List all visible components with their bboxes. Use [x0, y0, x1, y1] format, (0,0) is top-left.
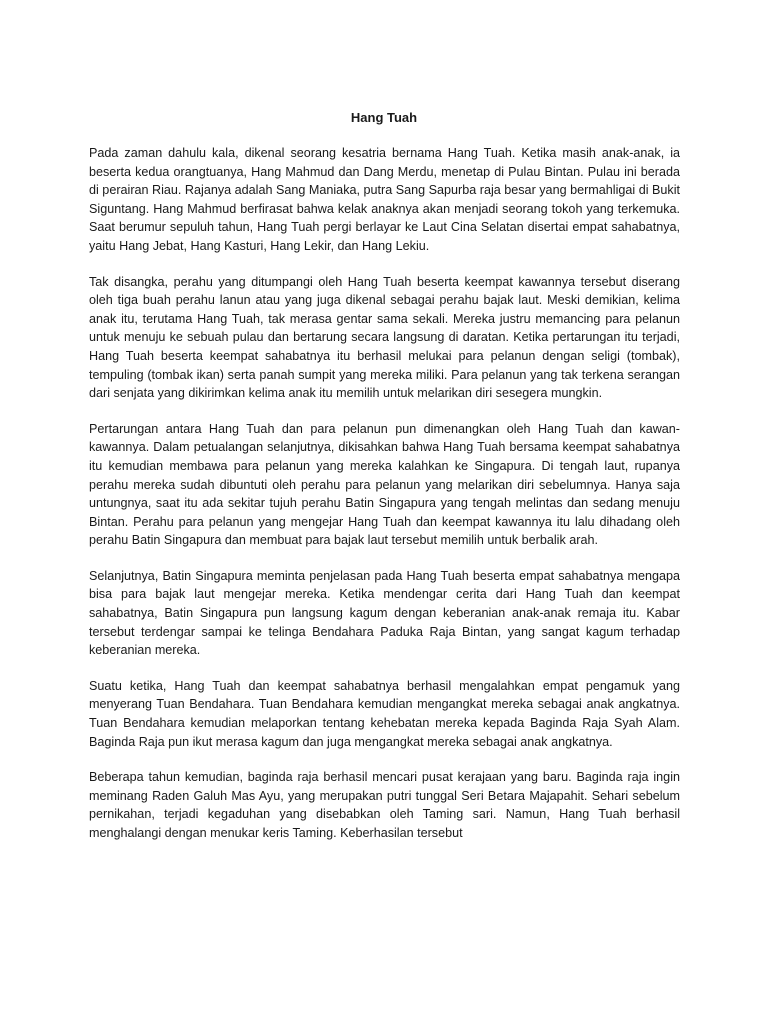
document-title: Hang Tuah [350, 110, 418, 125]
paragraph: Tak disangka, perahu yang ditumpangi oleh Hang Tuah beserta keempat kawannya tersebut diserang oleh tiga buah perahu lanun atau yang juga dikenal sebagai perahu bajak laut. Meski demikian, kelima anak itu, terutama Hang Tuah, tak merasa gentar sama sekali. Mereka justru memancing para pelanun untuk menuju ke sebuah pulau dan bertarung secara langsung di daratan. Ketika pertarungan itu terjadi, Hang Tuah beserta keempat sahabatnya itu berhasil melukai para pelanun dengan seligi (tombak), tempuling (tombak ikan) serta panah sumpit yang mereka miliki. Para pelanun yang tak terkena serangan dari senjata yang dikirimkan kelima anak itu memilih untuk melarikan diri sesegera mungkin. [89, 274, 680, 401]
paragraph: Beberapa tahun kemudian, baginda raja berhasil mencari pusat kerajaan yang baru. Baginda raja ingin meminang Raden Galuh Mas Ayu, yang merupakan putri tunggal Seri Betara Majapahit. Sehari sebelum pernikahan, terjadi kegaduhan yang disebabkan oleh Taming sari. Namun, Hang Tuah berhasil menghalangi dengan menukar keris Taming. Keberhasilan tersebut [89, 770, 680, 840]
paragraph: Selanjutnya, Batin Singapura meminta penjelasan pada Hang Tuah beserta empat sahabatnya mengapa bisa para bajak laut mengejar mereka. Ketika mendengar cerita dari Hang Tuah dan keempat sahabatnya, Batin Singapura pun langsung kagum dengan keberanian anak-anak remaja itu. Kabar tersebut terdengar sampai ke telinga Bendahara Paduka Raja Bintan, yang sangat kagum terhadap keberanian mereka. [89, 568, 680, 658]
paragraph: Suatu ketika, Hang Tuah dan keempat sahabatnya berhasil mengalahkan empat pengamuk yang menyerang Tuan Bendahara. Tuan Bendahara kemudian mengangkat mereka sebagai anak angkatnya. Tuan Bendahara kemudian melaporkan tentang kehebatan mereka kepada Baginda Raja Syah Alam. Baginda Raja pun ikut merasa kagum dan juga mengangkat mereka sebagai anak angkatnya. [89, 678, 680, 749]
paragraph: Pada zaman dahulu kala, dikenal seorang kesatria bernama Hang Tuah. Ketika masih anak-anak, ia beserta kedua orangtuanya, Hang Mahmud dan Dang Merdu, menetap di Pulau Bintan. Pulau ini berada di perairan Riau. Rajanya adalah Sang Maniaka, putra Sang Sapurba raja besar yang bermahligai di Bukit Siguntang. Hang Mahmud berfirasat bahwa kelak anaknya akan menjadi seorang tokoh yang terkemuka. Saat berumur sepuluh tahun, Hang Tuah pergi berlayar ke Laut Cina Selatan disertai empat sahabatnya, yaitu Hang Jebat, Hang Kasturi, Hang Lekir, dan Hang Lekiu. [89, 146, 680, 253]
paragraph: Pertarungan antara Hang Tuah dan para pelanun pun dimenangkan oleh Hang Tuah dan kawan-kawannya. Dalam petualangan selanjutnya, dikisahkan bahwa Hang Tuah bersama keempat sahabatnya itu kemudian membawa para pelanun yang mereka kalahkan ke Singapura. Di tengah laut, rupanya perahu mereka sudah dibuntuti oleh perahu para pelanun yang melarikan diri sebelumnya. Hanya saja untungnya, saat itu ada sekitar tujuh perahu Batin Singapura yang tengah melintas dan sedang menuju Bintan. Perahu para pelanun yang mengejar Hang Tuah dan keempat kawannya itu lalu dihadang oleh perahu Batin Singapura dan membuat para bajak laut tersebut memilih untuk berbalik arah. [89, 421, 680, 548]
document-body [89, 144, 680, 860]
